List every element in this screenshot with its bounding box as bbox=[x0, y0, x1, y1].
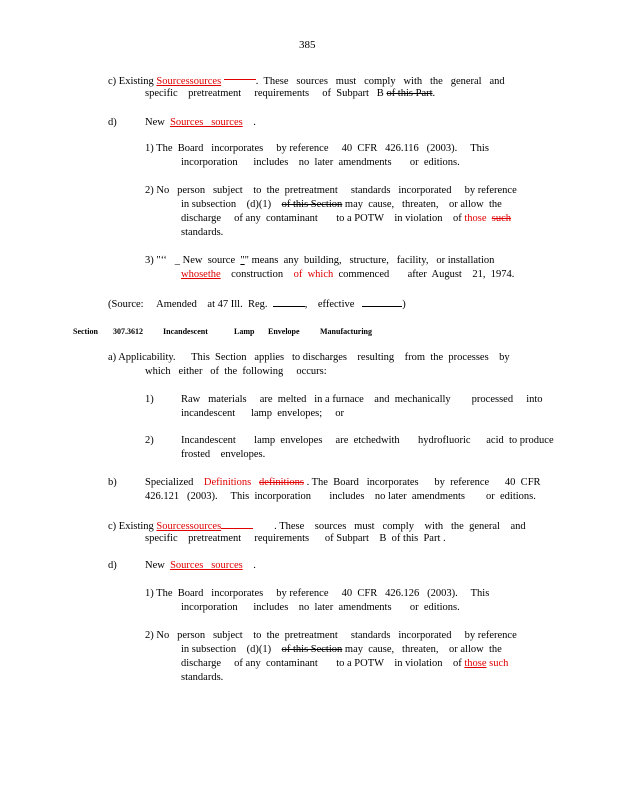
new-sources-heading: d) bbox=[108, 117, 117, 128]
a1-number: 1) bbox=[145, 394, 154, 405]
d3-line-1: 3) "‘‘ _ New source "" means any building, structure, facility, or installation bbox=[145, 255, 495, 266]
a2-number: 2) bbox=[145, 435, 154, 446]
definitions-label: b) bbox=[108, 477, 117, 488]
section-title-word-2: Lamp bbox=[234, 327, 255, 336]
d2-line-3: discharge of any contaminant to a POTW in violation of those such bbox=[181, 213, 512, 224]
d1b-line-1: 1) The Board incorporates by reference 40 CFR 426.126 (2003). This bbox=[145, 588, 490, 599]
d2b-line-1: 2) No person subject to the pretreatment standards incorporated by reference bbox=[145, 630, 517, 641]
applicability-line-1: a) Applicability. This Section applies to discharges resulting from the processes by bbox=[108, 352, 510, 363]
section-title-word-4: Manufacturing bbox=[320, 327, 372, 336]
existing-sources-2-line-1: c) Existing Sourcessources . These sources must comply with the general and bbox=[108, 518, 526, 534]
new-sources-text: New Sources sources . bbox=[145, 117, 256, 128]
d1b-line-2: incorporation includes no later amendments or editions. bbox=[181, 602, 460, 613]
source-note: (Source: Amended at 47 Ill. Reg. , effective ) bbox=[108, 296, 406, 312]
section-title-word-1: Incandescent bbox=[163, 327, 208, 336]
d2b-line-4: standards. bbox=[181, 672, 224, 683]
section-label: Section bbox=[73, 327, 98, 336]
existing-sources-line-1: c) Existing Sourcessources . These sources must comply with the general and bbox=[108, 73, 505, 89]
new-sources-2-heading: d) bbox=[108, 560, 117, 571]
d1-line-1: 1) The Board incorporates by reference 40 CFR 426.116 (2003). This bbox=[145, 143, 489, 154]
d2b-line-2: in subsection (d)(1) of this Section may cause, threaten, or allow the bbox=[181, 644, 502, 655]
d2-line-1: 2) No person subject to the pretreatment standards incorporated by reference bbox=[145, 185, 517, 196]
a1-line-1: Raw materials are melted in a furnace and mechanically processed into bbox=[181, 394, 543, 405]
existing-sources-2-line-2: specific pretreatment requirements of Subpart B of this Part . bbox=[145, 533, 446, 544]
page-number: 385 bbox=[299, 39, 316, 51]
applicability-line-2: which either of the following occurs: bbox=[145, 366, 327, 377]
existing-sources-line-2: specific pretreatment requirements of Subpart B of this Part. bbox=[145, 88, 436, 99]
definitions-line-1: Specialized Definitions definitions . The Board incorporates by reference 40 CFR bbox=[145, 477, 541, 488]
section-title-word-3: Envelope bbox=[268, 327, 300, 336]
d3-line-2: whosethe construction of which commenced after August 21, 1974. bbox=[181, 269, 515, 280]
a2-line-1: Incandescent lamp envelopes are etchedwith hydrofluoric acid to produce bbox=[181, 435, 554, 446]
d2b-line-3: discharge of any contaminant to a POTW in violation of those such bbox=[181, 658, 509, 669]
new-sources-2-text: New Sources sources . bbox=[145, 560, 256, 571]
d2-line-2: in subsection (d)(1) of this Section may cause, threaten, or allow the bbox=[181, 199, 502, 210]
a1-line-2: incandescent lamp envelopes; or bbox=[181, 408, 344, 419]
d2-line-4: standards. bbox=[181, 227, 224, 238]
a2-line-2: frosted envelopes. bbox=[181, 449, 266, 460]
section-number: 307.3612 bbox=[113, 327, 143, 336]
d1-line-2: incorporation includes no later amendments or editions. bbox=[181, 157, 460, 168]
definitions-line-2: 426.121 (2003). This incorporation includes no later amendments or editions. bbox=[145, 491, 536, 502]
